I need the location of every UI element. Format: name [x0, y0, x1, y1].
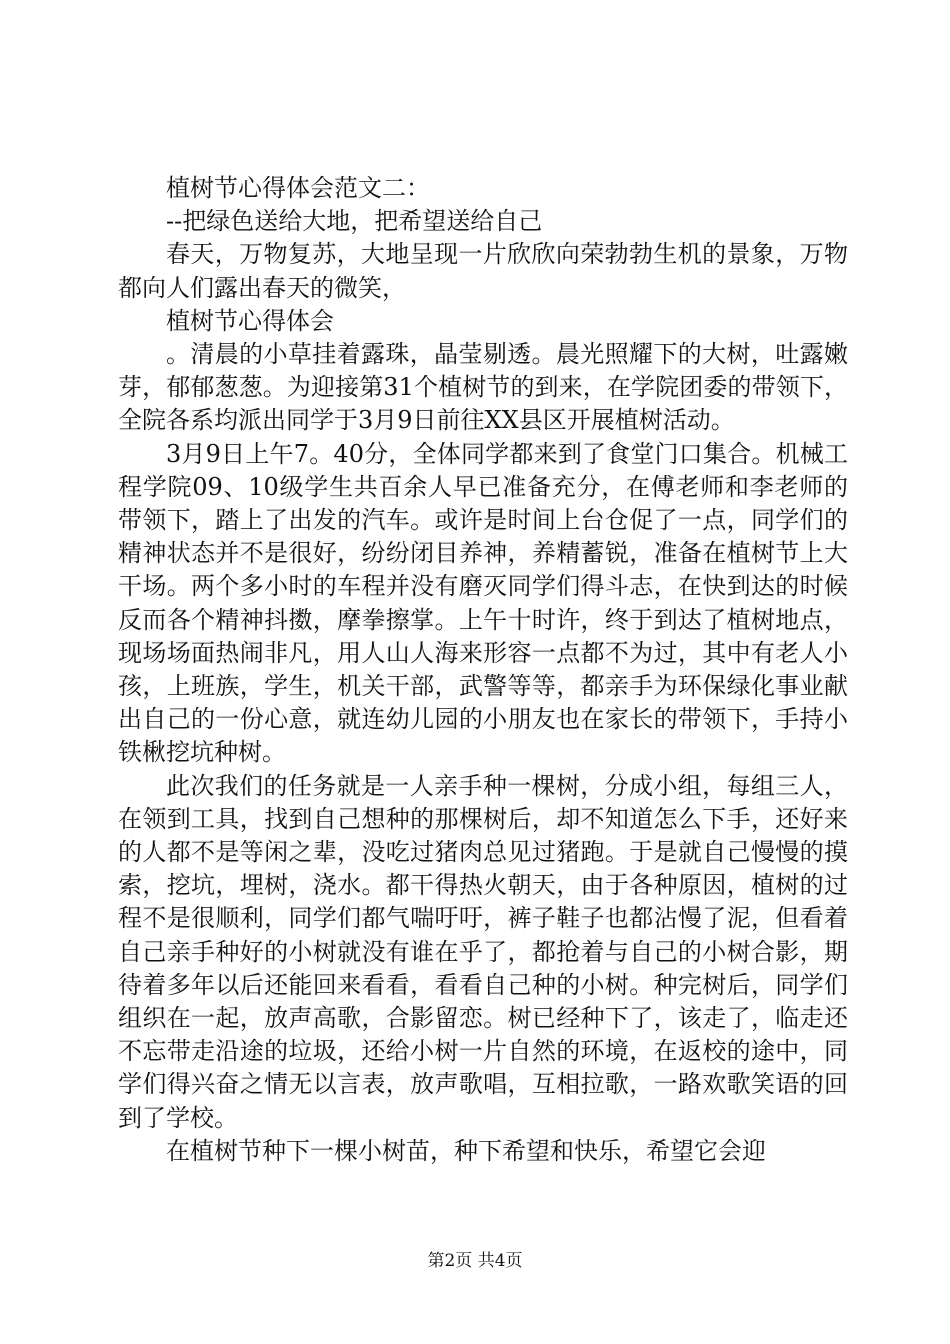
document-body	[118, 172, 848, 1168]
document-subtitle: --把绿色送给大地，把希望送给自己	[166, 207, 543, 236]
section-heading: 植树节心得体会	[166, 306, 334, 335]
document-title: 植树节心得体会范文二：	[166, 174, 430, 202]
paragraph: 3月9日上午7。40分，全体同学都来到了食堂门口集合。机械工程学院09、10级学生共百余人早已准备充分，在傅老师和李老师的带领下，踏上了出发的汽车。或许是时间上台仓促了一点，同学们的精神状态并不是很好，纷纷闭目养神，养精蓄锐，准备在植树节上大干场。两个多小时的车程并没有磨灭同学们得斗志，在快到达的时候反而各个精神抖擞，摩拳擦掌。上午十时许，终于到达了植树地点，现场场面热闹非凡，用人山人海来形容一点都不为过，其中有老人小孩，上班族，学生，机关干部，武警等等，都亲手为环保绿化事业献出自己的一份心意，就连幼儿园的小朋友也在家长的带领下，手持小铁楸挖坑种树。	[118, 439, 848, 767]
paragraph: 此次我们的任务就是一人亲手种一棵树，分成小组，每组三人，在领到工具，找到自己想种的那棵树后，却不知道怎么下手，还好来的人都不是等闲之辈，没吃过猪肉总见过猪跑。于是就自己慢慢的摸索，挖坑，埋树，浇水。都干得热火朝天，由于各种原因，植树的过程不是很顺利，同学们都气喘吁吁，裤子鞋子也都沾慢了泥，但看着自己亲手种好的小树就没有谁在乎了，都抢着与自己的小树合影，期待着多年以后还能回来看看，看看自己种的小树。种完树后，同学们组织在一起，放声高歌，合影留恋。树已经种下了，该走了，临走还不忘带走沿途的垃圾，还给小树一片自然的环境，在返校的途中，同学们得兴奋之情无以言表，放声歌唱，互相拉歌，一路欢歌笑语的回到了学校。	[118, 771, 848, 1132]
paragraph: 在植树节种下一棵小树苗，种下希望和快乐，希望它会迎	[166, 1136, 766, 1165]
paragraph: 春天，万物复苏，大地呈现一片欣欣向荣勃勃生机的景象，万物都向人们露出春天的微笑，	[118, 240, 848, 302]
page-footer: 第2页 共4页	[427, 1251, 523, 1271]
paragraph: 。清晨的小草挂着露珠，晶莹剔透。晨光照耀下的大树，吐露嫩芽，郁郁葱葱。为迎接第31个植树节的到来，在学院团委的带领下，全院各系均派出同学于3月9日前往XX县区开展植树活动。	[118, 340, 848, 435]
